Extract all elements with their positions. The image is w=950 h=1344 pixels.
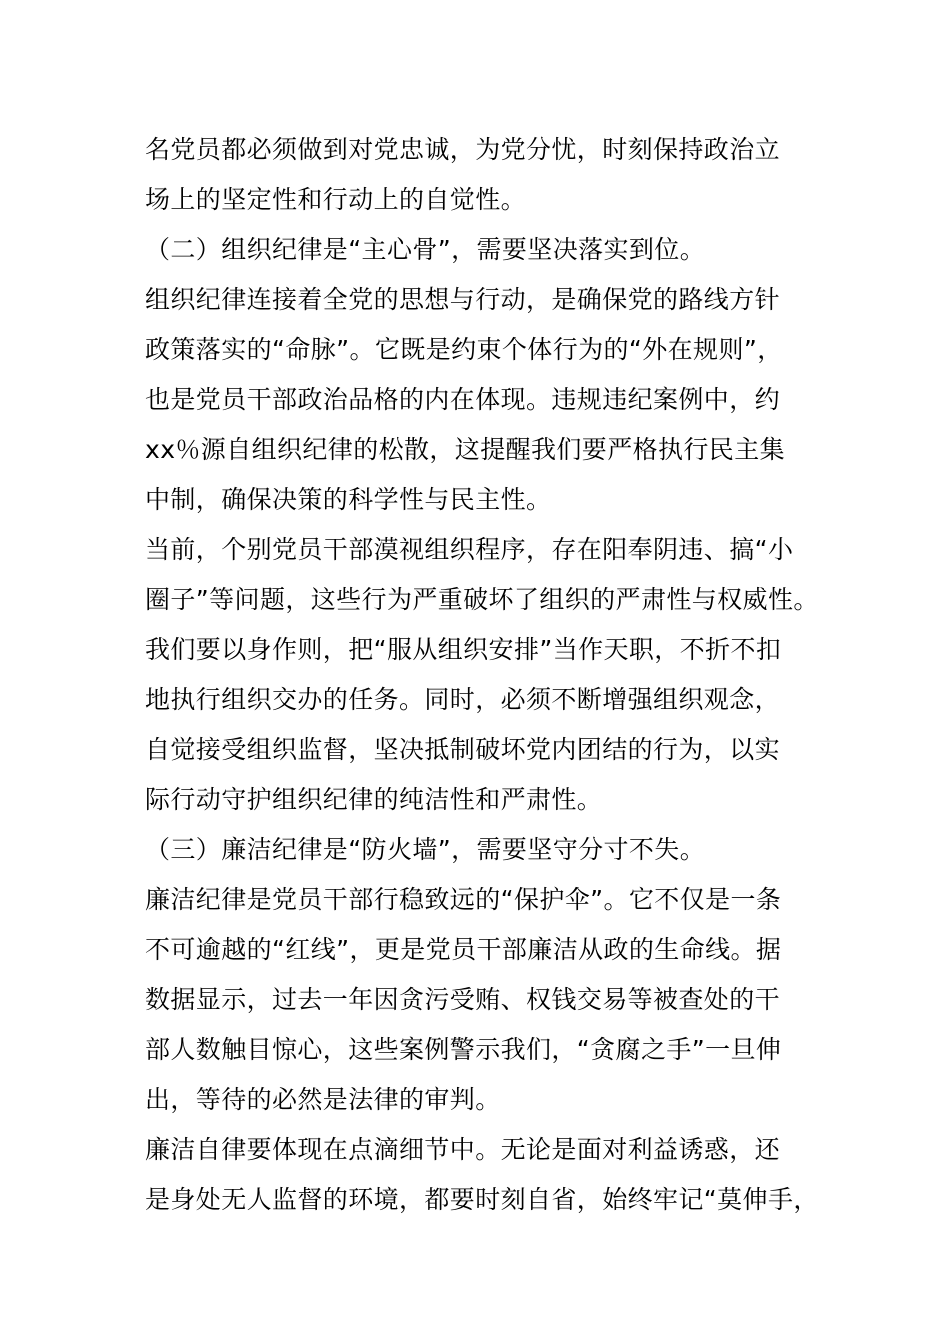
text-line: 名党员都必须做到对党忠诚，为党分忧，时刻保持政治立 — [145, 135, 781, 164]
text-line: 出，等待的必然是法律的审判。 — [145, 1085, 501, 1114]
text-line: 中制，确保决策的科学性与民主性。 — [145, 485, 552, 514]
text-line: 不可逾越的“红线”，更是党员干部廉洁从政的生命线。据 — [145, 935, 782, 964]
text-line: 地执行组织交办的任务。同时，必须不断增强组织观念， — [145, 685, 781, 714]
section-heading: （三）廉洁纪律是“防火墙”，需要坚守分寸不失。 — [145, 835, 706, 864]
text-line: 政策落实的“命脉”。它既是约束个体行为的“外在规则”， — [145, 335, 783, 364]
text-line: 廉洁自律要体现在点滴细节中。无论是面对利益诱惑，还 — [145, 1135, 781, 1164]
text-line: 也是党员干部政治品格的内在体现。违规违纪案例中，约 — [145, 385, 781, 414]
text-line: 自觉接受组织监督，坚决抵制破坏党内团结的行为，以实 — [145, 735, 781, 764]
text-line: 际行动守护组织纪律的纯洁性和严肃性。 — [145, 785, 603, 814]
text-line: 我们要以身作则，把“服从组织安排”当作天职，不折不扣 — [145, 635, 782, 664]
text-line: 部人数触目惊心，这些案例警示我们，“贪腐之手”一旦伸 — [145, 1035, 782, 1064]
text-line: 是身处无人监督的环境，都要时刻自省，始终牢记“莫伸手， — [145, 1185, 819, 1214]
text-line: 场上的坚定性和行动上的自觉性。 — [145, 185, 527, 214]
text-line: 组织纪律连接着全党的思想与行动，是确保党的路线方针 — [145, 285, 781, 314]
text-line: xx％源自组织纪律的松散，这提醒我们要严格执行民主集 — [145, 435, 785, 464]
text-line: 当前，个别党员干部漠视组织程序，存在阳奉阴违、搞“小 — [145, 535, 794, 564]
section-heading: （二）组织纪律是“主心骨”，需要坚决落实到位。 — [145, 235, 706, 264]
text-line: 廉洁纪律是党员干部行稳致远的“保护伞”。它不仅是一条 — [145, 885, 782, 914]
text-line: 圈子”等问题，这些行为严重破坏了组织的严肃性与权威性。 — [145, 585, 819, 614]
text-line: 数据显示，过去一年因贪污受贿、权钱交易等被查处的干 — [145, 985, 781, 1014]
